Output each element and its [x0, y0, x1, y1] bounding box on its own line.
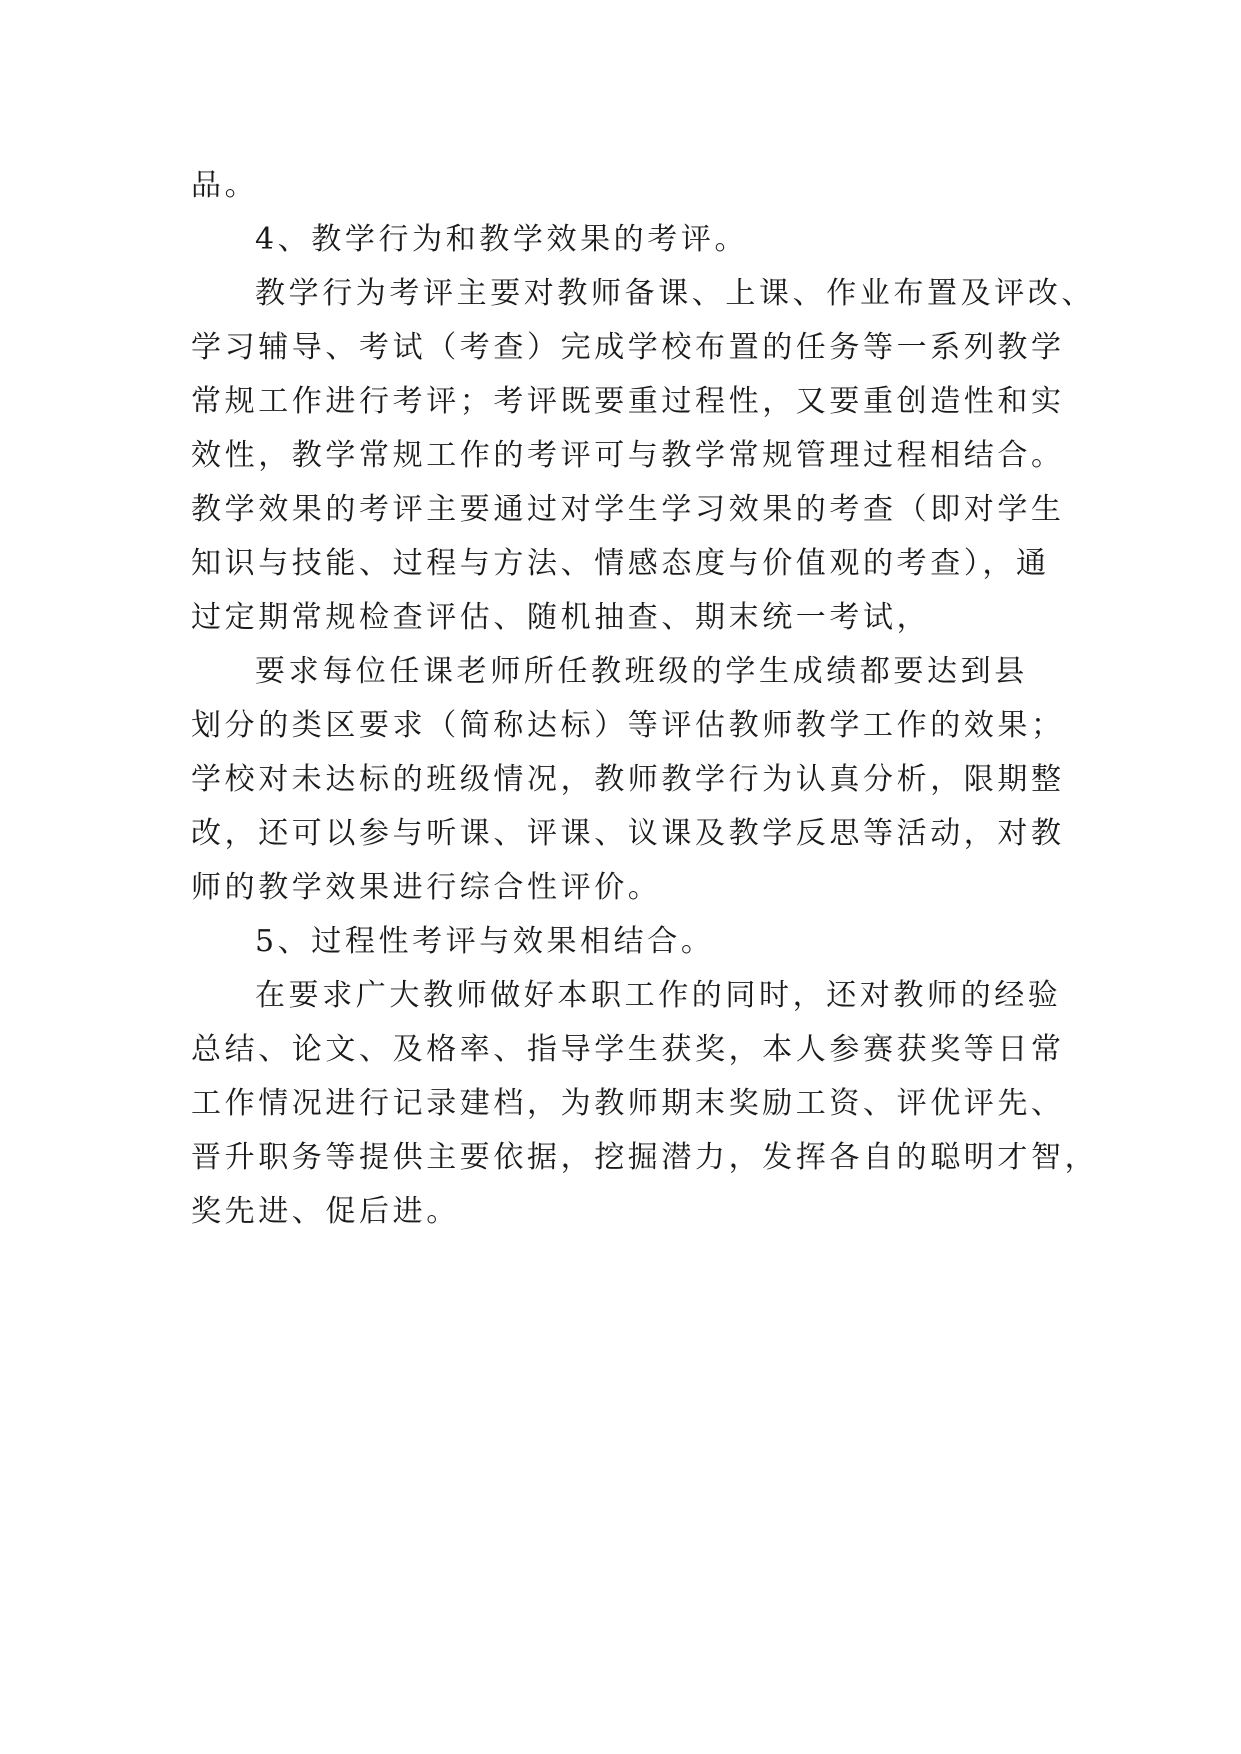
text-line: 晋升职务等提供主要依据，挖掘潜力，发挥各自的聪明才智， — [191, 1140, 1099, 1175]
text-line: 过定期常规检查评估、随机抽查、期末统一考试， — [191, 600, 931, 635]
text-line: 总结、论文、及格率、指导学生获奖，本人参赛获奖等日常 — [191, 1032, 1065, 1067]
text-line: 学校对未达标的班级情况，教师教学行为认真分析，限期整 — [191, 762, 1065, 797]
text-line: 在要求广大教师做好本职工作的同时，还对教师的经验 — [255, 978, 1062, 1013]
text-line: 改，还可以参与听课、评课、议课及教学反思等活动，对教 — [191, 816, 1065, 851]
text-line: 常规工作进行考评；考评既要重过程性，又要重创造性和实 — [191, 384, 1065, 419]
section-heading-4: 4、教学行为和教学效果的考评。 — [255, 222, 749, 257]
text-line: 要求每位任课老师所任教班级的学生成绩都要达到县 — [255, 654, 1028, 689]
text-line: 效性，教学常规工作的考评可与教学常规管理过程相结合。 — [191, 438, 1065, 473]
document-body — [191, 159, 1099, 1239]
text-line: 知识与技能、过程与方法、情感态度与价值观的考查），通 — [191, 546, 1050, 581]
text-line: 工作情况进行记录建档，为教师期末奖励工资、评优评先、 — [191, 1086, 1065, 1121]
text-line: 师的教学效果进行综合性评价。 — [191, 870, 662, 905]
text-line: 教学效果的考评主要通过对学生学习效果的考查（即对学生 — [191, 492, 1065, 527]
text-line: 划分的类区要求（简称达标）等评估教师教学工作的效果； — [191, 708, 1065, 743]
text-line: 品。 — [191, 168, 259, 203]
text-line: 学习辅导、考试（考查）完成学校布置的任务等一系列教学 — [191, 330, 1065, 365]
section-heading-5: 5、过程性考评与效果相结合。 — [255, 924, 715, 959]
text-line: 奖先进、促后进。 — [191, 1194, 460, 1229]
text-line: 教学行为考评主要对教师备课、上课、作业布置及评改、 — [255, 276, 1095, 311]
